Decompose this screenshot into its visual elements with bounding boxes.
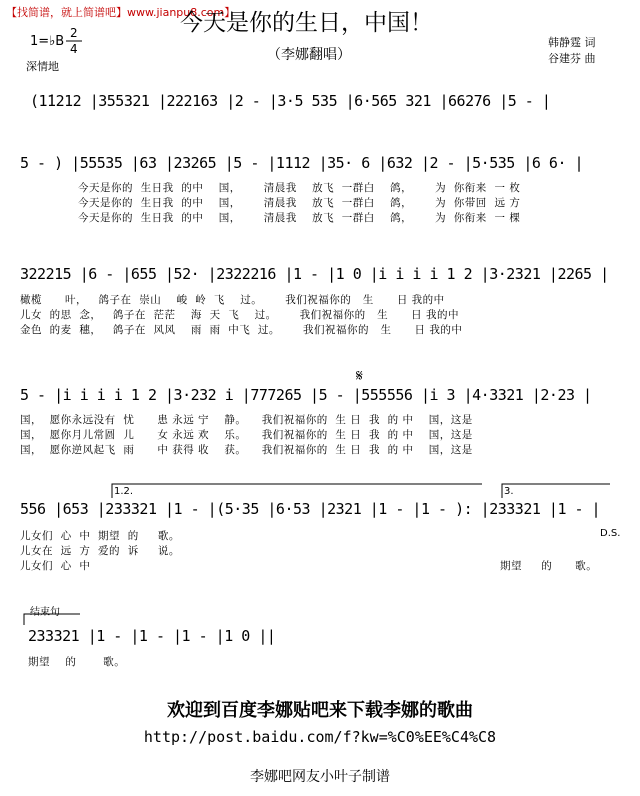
- lyrics-2-verse-1: 今天是你的 生日我 的中 国， 清晨我 放飞 一群白 鸽， 为 你衔来 一 枚: [78, 182, 521, 194]
- lyrics-5-verse-3-tail: 期望 的 歌。: [500, 560, 598, 572]
- lyrics-3-verse-1: 橄榄 叶， 鸽子在 崇山 峻 岭 飞 过。 我们祝福你的 生 日 我的中: [20, 294, 445, 306]
- composer: 谷建芬 曲: [548, 52, 596, 65]
- lyrics-5-verse-3: 儿女们 心 中: [20, 560, 91, 572]
- score-system-2-notes: 5 - ) |55535 |63 |23265 |5 - |1112 |35· 6 |632 |2 - |5·535 |6 6· |: [20, 154, 584, 172]
- volta-3-label: 3.: [504, 486, 514, 497]
- volta-3-bracket: [502, 484, 610, 498]
- lyrics-2-verse-3: 今天是你的 生日我 的中 国， 清晨我 放飞 一群白 鸽， 为 你衔来 一 棵: [78, 212, 521, 224]
- lyrics-3-verse-3: 金色 的麦 穗， 鸽子在 风风 雨 雨 中飞 过。 我们祝福你的 生 日 我的中: [20, 324, 463, 336]
- lyrics-4-verse-1: 国， 愿你永远没有 忧 患 永远 宁 静。 我们祝福你的 生 日 我 的 中 国，这是: [20, 414, 473, 426]
- key-signature: 1=♭B: [30, 34, 65, 49]
- segno-sign: 𝄋: [356, 366, 363, 385]
- ds-marking: D.S.: [600, 528, 621, 539]
- tempo-marking: 深情地: [26, 60, 59, 73]
- volta-1-2-bracket: [112, 484, 482, 498]
- score-system-4-notes: 5 - |i i i i 1 2 |3·232 i |777265 |5 - |555556 |i 3 |4·3321 |2·23 |: [20, 386, 592, 404]
- song-title: 今天是你的生日，中国！: [180, 10, 433, 36]
- singer-note: （李娜翻唱）: [267, 47, 351, 63]
- time-signature-top: 2: [70, 26, 78, 40]
- score-system-3-notes: 322215 |6 - |655 |52· |2322216 |1 - |1 0 |i i i i 1 2 |3·2321 |2265 |: [20, 265, 609, 283]
- ending-label: 结束句: [30, 607, 60, 618]
- lyrics-5-verse-2: 儿女在 远 方 爱的 诉 说。: [20, 545, 180, 557]
- time-signature-bottom: 4: [70, 42, 78, 56]
- lyrics-2-verse-2: 今天是你的 生日我 的中 国， 清晨我 放飞 一群白 鸽， 为 你带回 远 方: [78, 197, 521, 209]
- lyrics-5-verse-1: 儿女们 心 中 期望 的 歌。: [20, 530, 180, 542]
- lyrics-4-verse-3: 国， 愿你逆风起飞 雨 中 获得 收 获。 我们祝福你的 生 日 我 的 中 国，这是: [20, 444, 473, 456]
- footer-credit: 李娜吧网友小叶子制谱: [250, 769, 390, 785]
- score-system-1-notes: (1̇1212 |355321 |222163 |2 - |3·5 535 |6·565 321 |66276 |5 - |: [30, 92, 551, 110]
- lyrics-3-verse-2: 儿女 的思 念， 鸽子在 茫茫 海 天 飞 过。 我们祝福你的 生 日 我的中: [20, 309, 459, 321]
- volta-1-2-label: 1.2.: [114, 486, 134, 497]
- lyrics-6: 期望 的 歌。: [28, 656, 126, 668]
- score-system-6-notes: 233321 |1 - |1 - |1 - |1 0 ||: [28, 627, 276, 645]
- lyrics-4-verse-2: 国， 愿你月儿常圆 儿 女 永远 欢 乐。 我们祝福你的 生 日 我 的 中 国，这是: [20, 429, 473, 441]
- footer-banner: 欢迎到百度李娜贴吧来下载李娜的歌曲: [167, 700, 473, 721]
- footer-url[interactable]: http://post.baidu.com/f?kw=%C0%EE%C4%C8: [143, 728, 497, 746]
- score-system-5-notes: 556 |653 |233321 |1 - |(5·35 |6·53 |2321 |1 - |1 - ): |233321 |1 - |: [20, 500, 601, 518]
- lyricist: 韩静霆 词: [548, 36, 596, 49]
- site-banner[interactable]: 【找简谱，就上简谱吧】www.jianpu8.com】: [6, 6, 236, 19]
- ending-bracket: [24, 614, 80, 625]
